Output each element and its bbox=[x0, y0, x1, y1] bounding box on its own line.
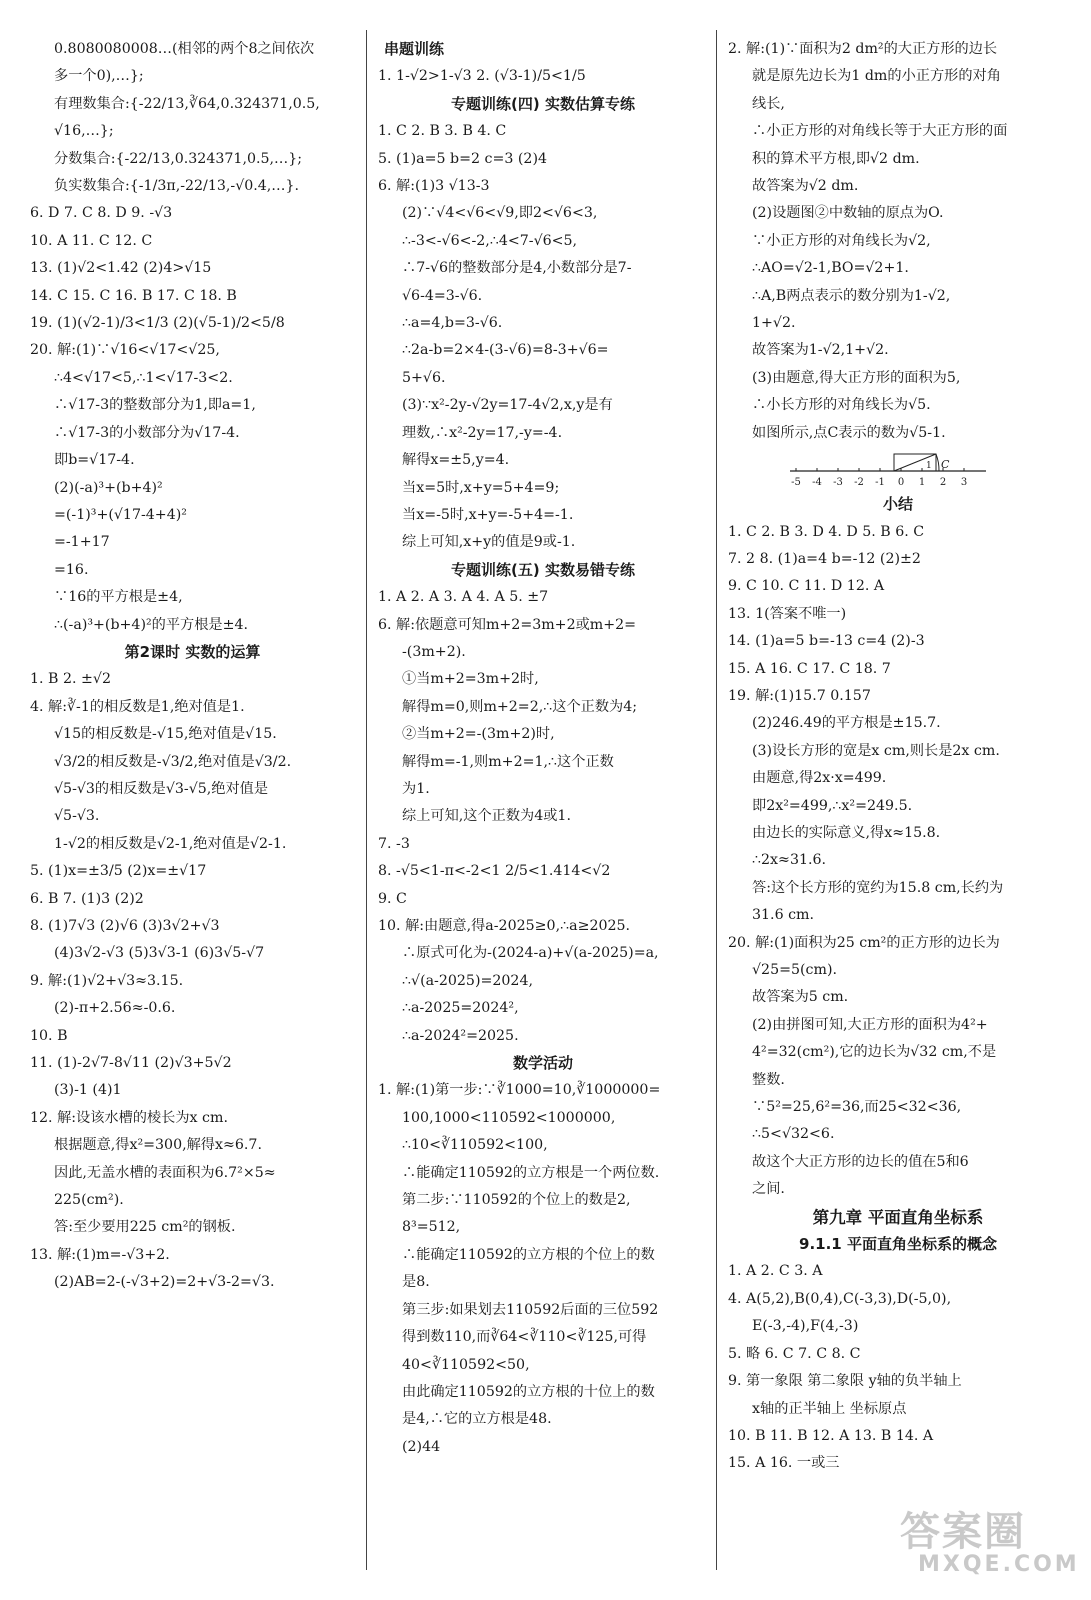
text-line: 10. B 11. B 12. A 13. B 14. A bbox=[728, 1427, 934, 1444]
text-line: ∴能确定110592的立方根是一个两位数. bbox=[402, 1164, 660, 1181]
text-line: 第三步:如果划去110592后面的三位592 bbox=[402, 1301, 659, 1318]
text-line: ∴10<∛110592<100, bbox=[402, 1137, 548, 1154]
tick-label: 3 bbox=[960, 477, 968, 489]
text-line: √5-√3的相反数是√3-√5,绝对值是 bbox=[54, 780, 269, 797]
tick-label: 0 bbox=[897, 477, 905, 489]
text-line: 分数集合:{-22/13,0.324371,0.5,…}; bbox=[54, 150, 303, 167]
tick-label: -5 bbox=[791, 477, 801, 489]
column-1 bbox=[30, 36, 355, 1297]
text-line: 9. C bbox=[378, 890, 407, 907]
column-3 bbox=[728, 36, 1068, 1478]
text-line: 15. A 16. C 17. C 18. 7 bbox=[728, 660, 891, 677]
text-line: =16. bbox=[54, 561, 89, 578]
column-divider bbox=[366, 30, 367, 1570]
text-line: 解得m=-1,则m+2=1,∴这个正数 bbox=[402, 753, 614, 770]
text-line: 第二步:∵110592的个位上的数是2, bbox=[402, 1192, 631, 1209]
text-line: ∴-3<-√6<-2,∴4<7-√6<5, bbox=[402, 232, 578, 249]
text-line: 5. (1)x=±3/5 (2)x=±√17 bbox=[30, 863, 207, 880]
section-heading: 9.1.1 平面直角坐标系的概念 bbox=[799, 1235, 997, 1254]
text-line: ∴小正方形的对角线长等于大正方形的面 bbox=[752, 123, 1008, 140]
text-line: 如图所示,点C表示的数为√5-1. bbox=[752, 424, 946, 441]
text-line: (4)3√2-√3 (5)3√3-1 (6)3√5-√7 bbox=[54, 945, 265, 962]
text-line: 答:至少要用225 cm²的钢板. bbox=[54, 1219, 236, 1236]
number-line-figure bbox=[788, 451, 1068, 491]
tick-label: 2 bbox=[939, 477, 947, 489]
text-line: ∴2a-b=2×4-(3-√6)=8-3+√6= bbox=[402, 342, 609, 359]
section-heading: 第2课时 实数的运算 bbox=[124, 642, 261, 661]
text-line: 故答案为√2 dm. bbox=[752, 178, 859, 195]
text-line: ∴AO=√2-1,BO=√2+1. bbox=[752, 260, 909, 277]
text-line: 14. C 15. C 16. B 17. C 18. B bbox=[30, 287, 237, 304]
text-line: 解得x=±5,y=4. bbox=[402, 452, 510, 469]
tick-label: -4 bbox=[812, 477, 822, 489]
text-line: ①当m+2=3m+2时, bbox=[402, 671, 539, 688]
text-line: ∴原式可化为-(2024-a)+√(a-2025)=a, bbox=[402, 945, 659, 962]
text-line: 整数. bbox=[752, 1071, 785, 1088]
text-line: 225(cm²). bbox=[54, 1192, 124, 1209]
text-line: (2)由拼图可知,大正方形的面积为4²+ bbox=[752, 1016, 988, 1033]
text-line: 解得m=0,则m+2=2,∴这个正数为4; bbox=[402, 698, 638, 715]
chapter-heading: 第九章 平面直角坐标系 bbox=[812, 1207, 984, 1227]
text-line: 5+√6. bbox=[402, 369, 446, 386]
text-line: 10. 解:由题意,得a-2025≥0,∴a≥2025. bbox=[378, 918, 631, 934]
text-line: 10. B bbox=[30, 1027, 68, 1044]
text-line: 为1. bbox=[402, 780, 430, 797]
section-heading: 串题训练 bbox=[384, 40, 445, 58]
text-line: =-1+17 bbox=[54, 534, 110, 551]
text-line: 故答案为1-√2,1+√2. bbox=[752, 342, 889, 359]
text-line: ②当m+2=-(3m+2)时, bbox=[402, 726, 555, 743]
text-line: 得到数110,而∛64<∛110<∛125,可得 bbox=[402, 1329, 647, 1346]
text-line: (3)-1 (4)1 bbox=[54, 1082, 122, 1099]
column-divider bbox=[716, 30, 717, 1570]
text-line: 8. -√5<1-π<-2<1 2/5<1.414<√2 bbox=[378, 863, 611, 880]
text-line: 是8. bbox=[402, 1274, 430, 1291]
text-line: 多一个0),…}; bbox=[54, 68, 144, 85]
text-line: √6-4=3-√6. bbox=[402, 287, 483, 304]
text-line: 13. 解:(1)m=-√3+2. bbox=[30, 1246, 170, 1263]
text-line: 6. D 7. C 8. D 9. -√3 bbox=[30, 205, 173, 222]
text-line: ∴能确定110592的立方根的个位上的数 bbox=[402, 1246, 655, 1263]
tick-label: -3 bbox=[833, 477, 843, 489]
text-line: ∴2x≈31.6. bbox=[752, 852, 827, 869]
text-line: 6. 解:依题意可知m+2=3m+2或m+2= bbox=[378, 616, 637, 633]
text-line: 1. A 2. C 3. A bbox=[728, 1263, 823, 1280]
text-line: 理数,∴x²-2y=17,-y=-4. bbox=[402, 424, 563, 441]
text-line: 当x=5时,x+y=5+4=9; bbox=[402, 479, 560, 496]
text-line: ∴a-2025=2024², bbox=[402, 1000, 519, 1017]
text-line: 因此,无盖水槽的表面积为6.7²×5≈ bbox=[54, 1164, 276, 1181]
text-line: √15的相反数是-√15,绝对值是√15. bbox=[54, 726, 277, 743]
text-line: 根据题意,得x²=300,解得x≈6.7. bbox=[54, 1137, 262, 1154]
text-line: 综上可知,x+y的值是9或-1. bbox=[402, 534, 576, 551]
section-heading: 专题训练(四) 实数估算专练 bbox=[451, 94, 635, 113]
text-line: √25=5(cm). bbox=[752, 962, 837, 978]
text-line: 由此确定110592的立方根的十位上的数 bbox=[402, 1383, 655, 1400]
text-line: 19. 解:(1)15.7 0.157 bbox=[728, 687, 871, 704]
text-line: 12. 解:设该水槽的棱长为x cm. bbox=[30, 1109, 228, 1126]
section-heading: 小结 bbox=[882, 495, 913, 514]
text-line: 1. A 2. A 3. A 4. A 5. ±7 bbox=[378, 589, 549, 606]
text-line: 7. 2 8. (1)a=4 b=-12 (2)±2 bbox=[728, 550, 921, 567]
text-line: 100,1000<110592<1000000, bbox=[402, 1109, 616, 1126]
text-line: 综上可知,这个正数为4或1. bbox=[402, 808, 571, 825]
text-line: (3)∵x²-2y-√2y=17-4√2,x,y是有 bbox=[402, 397, 613, 414]
section-heading: 专题训练(五) 实数易错专练 bbox=[451, 560, 635, 579]
watermark-logo bbox=[900, 1500, 1080, 1590]
text-line: ∴5<√32<6. bbox=[752, 1126, 835, 1143]
text-line: (2)246.49的平方根是±15.7. bbox=[752, 715, 941, 732]
text-line: 9. 解:(1)√2+√3≈3.15. bbox=[30, 972, 184, 989]
text-line: 由题意,得2x·x=499. bbox=[752, 770, 887, 787]
point-c-label: C bbox=[941, 458, 950, 472]
text-line: -(3m+2). bbox=[402, 643, 466, 660]
text-line: 即2x²=499,∴x²=249.5. bbox=[752, 797, 913, 814]
text-line: x轴的正半轴上 坐标原点 bbox=[752, 1400, 907, 1417]
text-line: ∴小长方形的对角线长为√5. bbox=[752, 397, 931, 414]
text-line: ∵小正方形的对角线长为√2, bbox=[752, 232, 931, 249]
text-line: 8. (1)7√3 (2)√6 (3)3√2+√3 bbox=[30, 918, 220, 934]
text-line: ∴a-2024²=2025. bbox=[402, 1027, 519, 1044]
text-line: 8³=512, bbox=[402, 1219, 461, 1236]
text-line: (2)-π+2.56≈-0.6. bbox=[54, 1000, 176, 1017]
section-heading: 数学活动 bbox=[512, 1054, 573, 1073]
text-line: 当x=-5时,x+y=-5+4=-1. bbox=[402, 506, 574, 523]
text-line: 5. (1)a=5 b=2 c=3 (2)4 bbox=[378, 150, 548, 167]
text-line: 13. 1(答案不唯一) bbox=[728, 605, 847, 622]
text-line: 0.8080080008…(相邻的两个8之间依次 bbox=[54, 41, 315, 57]
text-line: ∴A,B两点表示的数分别为1-√2, bbox=[752, 287, 951, 304]
text-line: ∴4<√17<5,∴1<√17-3<2. bbox=[54, 369, 233, 386]
text-line: 4. 解:∛-1的相反数是1,绝对值是1. bbox=[30, 698, 245, 715]
text-line: 故答案为5 cm. bbox=[752, 989, 849, 1006]
text-line: 7. -3 bbox=[378, 835, 410, 852]
text-line: 答:这个长方形的宽约为15.8 cm,长约为 bbox=[752, 879, 1004, 896]
text-line: 1. C 2. B 3. B 4. C bbox=[378, 123, 507, 140]
watermark-title: 答案圈 bbox=[900, 1509, 1026, 1555]
text-line: 20. 解:(1)面积为25 cm²的正方形的边长为 bbox=[728, 934, 1000, 951]
text-line: 13. (1)√2<1.42 (2)4>√15 bbox=[30, 260, 212, 277]
text-line: 2. 解:(1)∵面积为2 dm²的大正方形的边长 bbox=[728, 41, 998, 57]
text-line: 故这个大正方形的边长的值在5和6 bbox=[752, 1153, 969, 1170]
text-line: 负实数集合:{-1/3π,-22/13,-√0.4,…}. bbox=[54, 178, 300, 195]
text-line: 19. (1)(√2-1)/3<1/3 (2)(√5-1)/2<5/8 bbox=[30, 315, 285, 332]
text-line: (2)44 bbox=[402, 1438, 441, 1455]
text-line: 6. B 7. (1)3 (2)2 bbox=[30, 890, 144, 907]
watermark-url: MXQE.COM bbox=[918, 1552, 1080, 1577]
text-line: 是4,∴它的立方根是48. bbox=[402, 1411, 552, 1428]
text-line: 11. (1)-2√7-8√11 (2)√3+5√2 bbox=[30, 1055, 232, 1072]
number-line-svg bbox=[788, 451, 988, 491]
text-line: √3/2的相反数是-√3/2,绝对值是√3/2. bbox=[54, 753, 292, 770]
text-line: (2)(-a)³+(b+4)² bbox=[54, 479, 163, 496]
tick-label: -1 bbox=[875, 477, 885, 489]
text-line: 14. (1)a=5 b=-13 c=4 (2)-3 bbox=[728, 633, 925, 650]
text-line: 9. C 10. C 11. D 12. A bbox=[728, 578, 885, 595]
text-line: 1+√2. bbox=[752, 315, 796, 332]
tick-label: -2 bbox=[854, 477, 864, 489]
text-line: ∴√(a-2025)=2024, bbox=[402, 972, 533, 989]
text-line: E(-3,-4),F(4,-3) bbox=[752, 1318, 859, 1335]
text-line: =(-1)³+(√17-4+4)² bbox=[54, 506, 187, 523]
text-line: 线长, bbox=[752, 95, 785, 112]
text-line: 之间. bbox=[752, 1181, 785, 1198]
small-label: 1 bbox=[926, 461, 932, 472]
text-line: 1. C 2. B 3. D 4. D 5. B 6. C bbox=[728, 523, 925, 540]
text-line: ∴(-a)³+(b+4)²的平方根是±4. bbox=[54, 616, 249, 633]
text-line: (3)由题意,得大正方形的面积为5, bbox=[752, 369, 961, 386]
text-line: 有理数集合:{-22/13,∛64,0.324371,0.5, bbox=[54, 95, 320, 112]
text-line: 1-√2的相反数是√2-1,绝对值是√2-1. bbox=[54, 835, 287, 852]
text-line: 就是原先边长为1 dm的小正方形的对角 bbox=[752, 68, 1001, 85]
text-line: √5-√3. bbox=[54, 808, 100, 825]
text-line: (2)∵√4<√6<√9,即2<√6<3, bbox=[402, 205, 598, 222]
text-line: 由边长的实际意义,得x≈15.8. bbox=[752, 824, 941, 841]
text-line: 15. A 16. 一或三 bbox=[728, 1455, 840, 1472]
text-line: 1. B 2. ±√2 bbox=[30, 671, 111, 688]
text-line: 4²=32(cm²),它的边长为√32 cm,不是 bbox=[752, 1044, 997, 1061]
tick-label: 1 bbox=[918, 477, 926, 489]
text-line: (3)设长方形的宽是x cm,则长是2x cm. bbox=[752, 742, 1000, 759]
text-line: ∴√17-3的小数部分为√17-4. bbox=[54, 424, 240, 441]
text-line: 10. A 11. C 12. C bbox=[30, 232, 153, 249]
text-line: 9. 第一象限 第二象限 y轴的负半轴上 bbox=[728, 1373, 962, 1390]
column-2 bbox=[378, 36, 708, 1461]
text-line: 6. 解:(1)3 √13-3 bbox=[378, 178, 490, 195]
text-line: 31.6 cm. bbox=[752, 907, 815, 924]
text-line: 积的算术平方根,即√2 dm. bbox=[752, 150, 920, 167]
text-line: ∴7-√6的整数部分是4,小数部分是7- bbox=[402, 260, 632, 277]
text-line: (2)AB=2-(-√3+2)=2+√3-2=√3. bbox=[54, 1274, 275, 1291]
text-line: 40<∛110592<50, bbox=[402, 1356, 530, 1373]
text-line: ∵16的平方根是±4, bbox=[54, 589, 183, 606]
text-line: ∵5²=25,6²=36,而25<32<36, bbox=[752, 1099, 962, 1116]
text-line: 1. 解:(1)第一步:∵∛1000=10,∛1000000= bbox=[378, 1082, 661, 1099]
text-line: √16,…}; bbox=[54, 123, 114, 140]
text-line: 4. A(5,2),B(0,4),C(-3,3),D(-5,0), bbox=[728, 1290, 952, 1307]
text-line: 20. 解:(1)∵√16<√17<√25, bbox=[30, 342, 220, 359]
text-line: (2)设题图②中数轴的原点为O. bbox=[752, 205, 944, 222]
text-line: 5. 略 6. C 7. C 8. C bbox=[728, 1345, 861, 1362]
text-line: 1. 1-√2>1-√3 2. (√3-1)/5<1/5 bbox=[378, 68, 586, 85]
text-line: ∴√17-3的整数部分为1,即a=1, bbox=[54, 397, 256, 414]
text-line: ∴a=4,b=3-√6. bbox=[402, 315, 503, 332]
text-line: 即b=√17-4. bbox=[54, 452, 135, 469]
